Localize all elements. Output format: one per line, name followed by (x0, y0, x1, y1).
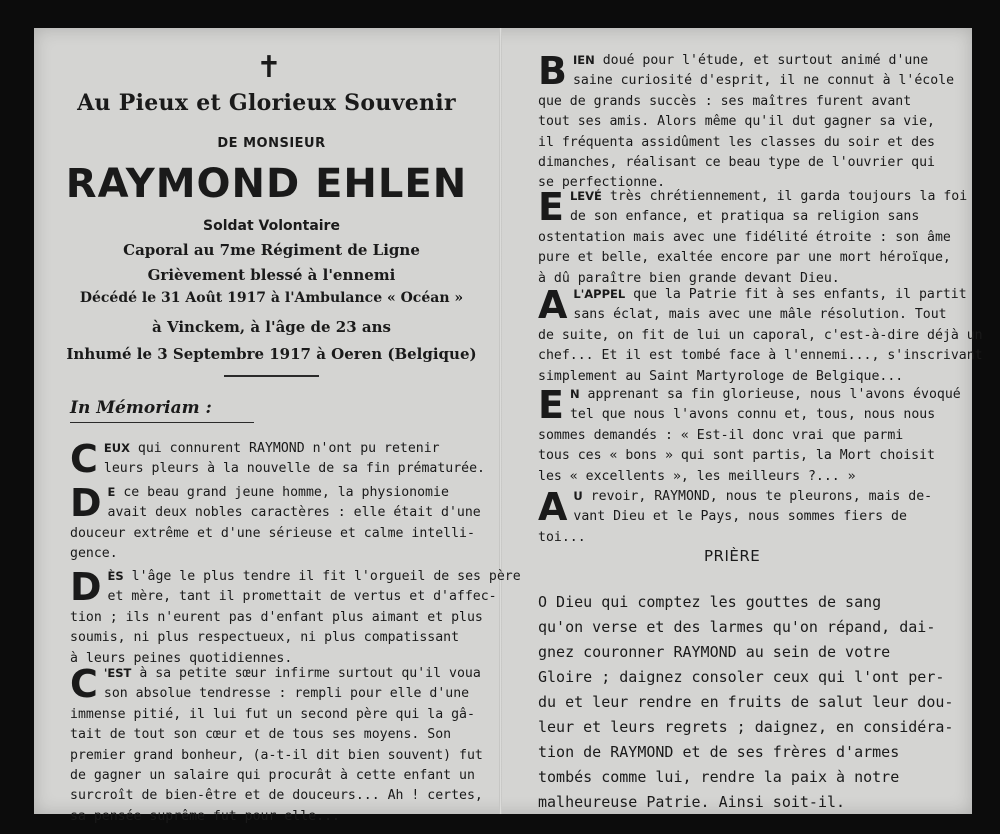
regiment-line: Caporal au 7me Régiment de Ligne (123, 241, 420, 259)
memoriam-underline (70, 422, 254, 423)
text-line: à dû paraître bien grande devant Dieu. (538, 270, 840, 286)
cross-icon: ✝ (256, 50, 282, 85)
text-span: que la Patrie fit à ses enfants, il partit (633, 287, 967, 302)
prayer-line: O Dieu qui comptez les gouttes de sang (538, 593, 882, 611)
text-line: à leurs peines quotidiennes. (70, 650, 293, 666)
text-line: tel que nous l'avons connu et, tous, nous nous (569, 407, 936, 423)
rank-line: Soldat Volontaire (203, 218, 340, 234)
text-line: que de grands succès : ses maîtres furent avant (538, 93, 912, 109)
right-panel (504, 28, 983, 814)
prayer-line: tombés comme lui, rendre la paix à notre (538, 768, 900, 786)
text-line: avait deux nobles caractères : elle était d'une (107, 505, 481, 521)
text-line: les « excellents », les meilleurs ?... » (538, 468, 856, 484)
dropcap: C (70, 662, 98, 706)
text-line: son absolue tendresse : rempli pour elle d'une (103, 686, 470, 702)
text-line: chef... Et il est tombé face à l'ennemi..., s'inscrivant (538, 348, 983, 364)
text-line (538, 486, 958, 507)
de-monsieur-label: DE MONSIEUR (217, 136, 326, 151)
text-line (538, 284, 967, 305)
text-line: tion ; ils n'eurent pas d'enfant plus aimant et plus (70, 609, 483, 625)
text-line: surcroît de bien-être et de douceurs... Ah ! certes, (70, 788, 483, 804)
text-line: il fréquenta assidûment les classes du soir et des (538, 134, 935, 150)
paragraph (538, 486, 958, 548)
lead-word: EUX (103, 441, 130, 455)
wounded-line: Grièvement blessé à l'ennemi (147, 266, 396, 284)
text-line: soumis, ni plus respectueux, ni plus compatissant (70, 630, 460, 646)
place-age-line: à Vinckem, à l'âge de 23 ans (152, 318, 391, 336)
text-line (70, 438, 490, 459)
prayer-line: leur et leurs regrets ; daignez, en considéra- (538, 718, 954, 736)
text-line: sans éclat, mais avec une mâle résolution. Tout (573, 307, 947, 323)
left-panel (34, 28, 521, 824)
prayer-line: qu'on verse et des larmes qu'on répand, dai- (538, 618, 936, 636)
paragraph (538, 283, 983, 387)
text-line: immense pitié, il lui fut un second père qui la gâ- (70, 706, 475, 722)
priere-heading: PRIÈRE (704, 547, 761, 565)
text-span: à sa petite sœur infirme surtout qu'il voua (139, 666, 481, 681)
souvenir-heading: Au Pieux et Glorieux Souvenir (77, 90, 456, 116)
text-line: premier grand bonheur, (a-t-il dit bien souvent) fut (70, 747, 483, 763)
dropcap: A (538, 283, 568, 327)
text-line: de suite, on fit de lui un caporal, c'est-à-dire déjà un (538, 327, 983, 343)
lead-word: E (107, 485, 116, 499)
paragraph (538, 185, 968, 289)
text-line (70, 566, 521, 587)
prayer-line: du et leur rendre en fruits de salut leur dou- (538, 693, 954, 711)
prayer-line: malheureuse Patrie. Ainsi soit-il. (538, 793, 846, 811)
text-line: simplement au Saint Martyrologe de Belgique... (538, 368, 904, 384)
text-line: tous ces « bons » qui sont partis, la Mort choisit (538, 448, 935, 464)
dropcap: E (538, 185, 564, 229)
text-line: sommes demandés : « Est-il donc vrai que parmi (538, 427, 904, 443)
text-line: tait de tout son cœur et de tous ses moyens. Son (70, 727, 452, 743)
text-line (538, 186, 968, 207)
text-span: apprenant sa fin glorieuse, nous l'avons évoqué (587, 387, 961, 402)
dropcap: A (538, 485, 568, 529)
paragraph (538, 50, 958, 194)
paragraph (70, 565, 521, 669)
lead-word: L'APPEL (573, 287, 626, 301)
burial-line: Inhumé le 3 Septembre 1917 à Oeren (Belgique) (66, 345, 477, 363)
text-line: sa pensée suprême fut pour elle... (70, 808, 340, 824)
lead-word: LEVÉ (569, 189, 602, 203)
death-line: Décédé le 31 Août 1917 à l'Ambulance « Océan » (79, 290, 464, 306)
divider (224, 375, 319, 377)
paragraph (70, 482, 490, 565)
dropcap: D (70, 565, 102, 609)
text-line (538, 50, 958, 71)
prayer-text (538, 590, 962, 815)
prayer-line: Gloire ; daignez consoler ceux qui l'ont per- (538, 668, 945, 686)
text-line: pure et belle, exaltée encore par une mort héroïque, (538, 250, 951, 266)
text-line: vant Dieu et le Pays, nous sommes fiers de (573, 509, 907, 525)
memoriam-heading: In Mémoriam : (70, 398, 212, 418)
text-span: l'âge le plus tendre il fit l'orgueil de ses père (131, 569, 521, 584)
text-line: saine curiosité d'esprit, il ne connut à l'école (572, 73, 955, 89)
lead-word: N (569, 387, 580, 401)
prayer-line: gnez couronner RAYMOND au sein de votre (538, 643, 891, 661)
paragraph (538, 383, 961, 487)
text-line (538, 384, 961, 405)
text-line (70, 663, 490, 684)
paragraph (70, 438, 490, 480)
text-line: se perfectionne. (538, 175, 666, 191)
dropcap: D (70, 481, 102, 525)
memorial-card (34, 28, 983, 824)
lead-word: IEN (572, 53, 595, 67)
text-line: ostentation mais avec une fidélité étroite : son âme (538, 229, 951, 245)
text-line: douceur extrême et d'une sérieuse et calme intelli- (70, 525, 475, 541)
prayer-line: tion de RAYMOND et de ses frères d'armes (538, 743, 900, 761)
lead-word: ÈS (107, 569, 124, 583)
text-line: de son enfance, et pratiqua sa religion sans (569, 209, 920, 225)
text-line: gence. (70, 546, 118, 562)
text-span: ce beau grand jeune homme, la physionomie (123, 485, 449, 500)
text-span: très chrétiennement, il garda toujours la foi (609, 189, 968, 204)
text-line: toi... (538, 529, 586, 545)
paragraph (70, 663, 490, 827)
dropcap: E (538, 383, 564, 427)
text-line: leurs pleurs à la nouvelle de sa fin prématurée. (103, 461, 485, 477)
dropcap: B (538, 49, 567, 93)
text-span: revoir, RAYMOND, nous te pleurons, mais de- (590, 489, 933, 504)
text-line: et mère, tant il promettait de vertus et d'affec- (107, 589, 497, 605)
text-line: de gagner un salaire qui procurât à cette enfant un (70, 768, 475, 784)
deceased-name: RAYMOND EHLEN (65, 161, 468, 207)
lead-word: U (573, 489, 583, 503)
text-span: qui connurent RAYMOND n'ont pu retenir (137, 441, 440, 456)
text-line (70, 482, 490, 503)
text-line: tout ses amis. Alors même qu'il dut gagner sa vie, (538, 114, 935, 130)
text-span: doué pour l'étude, et surtout animé d'une (602, 53, 929, 68)
lead-word: 'EST (103, 666, 132, 680)
text-line: dimanches, réalisant ce beau type de l'ouvrier qui (538, 155, 935, 171)
dropcap: C (70, 437, 98, 481)
